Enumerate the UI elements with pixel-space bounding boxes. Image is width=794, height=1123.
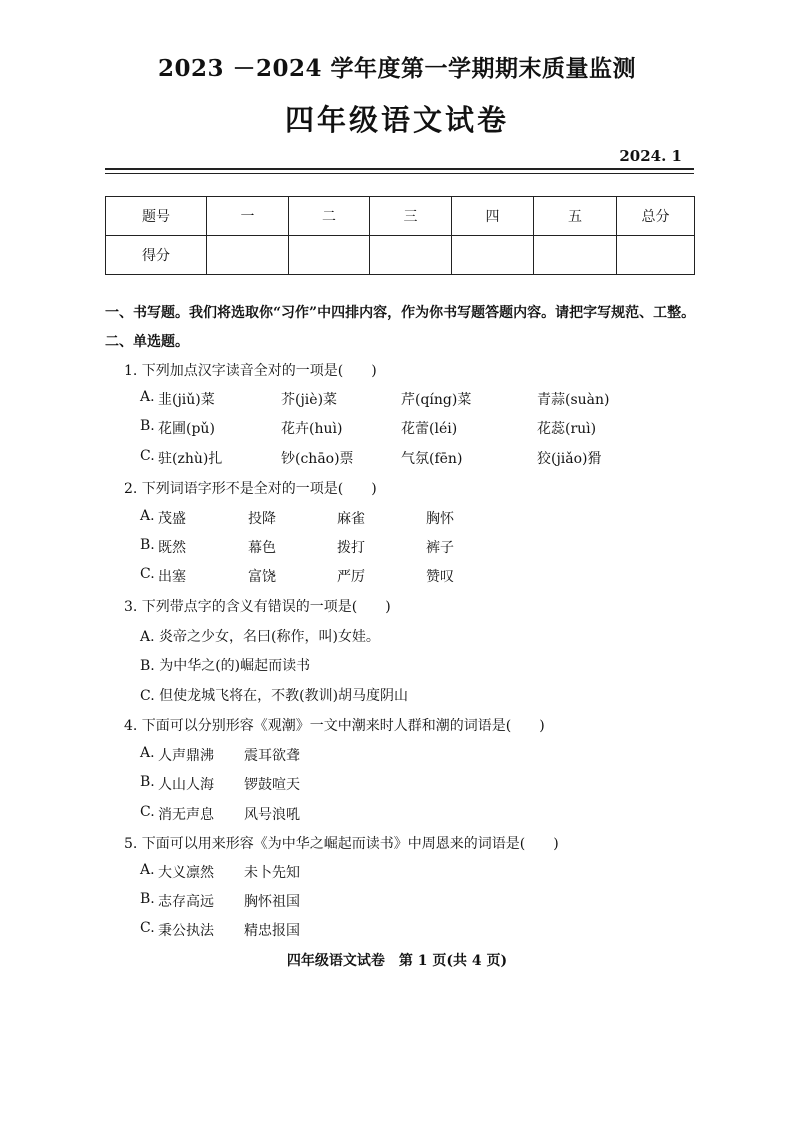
question-1-stem: 1. 下列加点汉字读音全对的一项是( ) xyxy=(124,363,377,379)
option-item: 花蕾(léi) xyxy=(401,421,458,437)
option-label: C. xyxy=(140,448,155,464)
option-label: A. xyxy=(140,389,155,405)
option-item: 震耳欲聋 xyxy=(244,748,300,764)
option-item: 风号浪吼 xyxy=(244,807,300,823)
option-item: 芥(jiè)菜 xyxy=(281,392,338,408)
score-table xyxy=(105,196,695,275)
option-item: 青蒜(suàn) xyxy=(537,392,610,408)
section-2-heading: 二、单选题。 xyxy=(105,334,189,350)
option-label: B. xyxy=(140,418,155,434)
question-5-stem: 5. 下面可以用来形容《为中华之崛起而读书》中周恩来的词语是( ) xyxy=(124,836,559,852)
option-item: A. 炎帝之少女，名曰(称作，叫)女娃。 xyxy=(140,629,380,645)
option-item: 人声鼎沸 xyxy=(158,748,214,764)
option-item: 投降 xyxy=(248,511,276,527)
page-footer: 四年级语文试卷 第 1 页(共 4 页) xyxy=(286,953,508,969)
option-item: 狡(jiǎo)猾 xyxy=(537,451,602,467)
option-label: C. xyxy=(140,804,155,820)
option-item: 花蕊(ruì) xyxy=(537,421,597,437)
option-item: 韭(jiǔ)菜 xyxy=(158,392,215,408)
option-item: 消无声息 xyxy=(158,807,214,823)
option-item: 赞叹 xyxy=(426,569,454,585)
score-input-cell[interactable] xyxy=(617,236,695,275)
question-3-stem: 3. 下列带点字的含义有错误的一项是( ) xyxy=(124,599,391,615)
option-item: 出塞 xyxy=(158,569,186,585)
option-label: A. xyxy=(140,745,155,761)
table-cell: 二 xyxy=(289,197,370,236)
score-input-cell[interactable] xyxy=(370,236,452,275)
score-input-cell[interactable] xyxy=(289,236,370,275)
header-rule-thin xyxy=(105,173,694,174)
option-item: 未卜先知 xyxy=(244,865,300,881)
table-cell: 三 xyxy=(370,197,452,236)
option-item: 志存高远 xyxy=(158,894,214,910)
option-item: 芹(qíng)菜 xyxy=(401,392,472,408)
option-label: C. xyxy=(140,920,155,936)
option-item: 花卉(huì) xyxy=(281,421,343,437)
option-item: 花圃(pǔ) xyxy=(158,421,215,437)
section-1-heading: 一、书写题。我们将选取你“习作”中四排内容，作为你书写题答题内容。请把字写规范、工整。 xyxy=(105,305,696,321)
option-item: 气氛(fēn) xyxy=(401,451,463,467)
option-item: 胸怀 xyxy=(426,511,454,527)
score-input-cell[interactable] xyxy=(534,236,617,275)
option-item: 大义凛然 xyxy=(158,865,214,881)
option-item: 茂盛 xyxy=(158,511,186,527)
option-item: 精忠报国 xyxy=(244,923,300,939)
table-cell: 四 xyxy=(452,197,534,236)
option-item: 严厉 xyxy=(337,569,365,585)
table-cell: 得分 xyxy=(106,236,207,275)
header-rule-thick xyxy=(105,168,694,170)
option-item: 钞(chāo)票 xyxy=(281,451,354,467)
score-table-header-row xyxy=(106,197,695,236)
option-item: 秉公执法 xyxy=(158,923,214,939)
option-item: C. 但使龙城飞将在，不教(教训)胡马度阴山 xyxy=(140,688,409,704)
score-table-score-row xyxy=(106,236,695,275)
question-2-stem: 2. 下列词语字形不是全对的一项是( ) xyxy=(124,481,377,497)
option-item: 驻(zhù)扎 xyxy=(158,451,223,467)
option-item: 既然 xyxy=(158,540,186,556)
exam-date: 2024. 1 xyxy=(619,147,682,165)
option-item: 麻雀 xyxy=(337,511,365,527)
table-cell: 五 xyxy=(534,197,617,236)
option-item: 裤子 xyxy=(426,540,454,556)
question-4-stem: 4. 下面可以分别形容《观潮》一文中潮来时人群和潮的词语是( ) xyxy=(124,718,545,734)
option-item: 拨打 xyxy=(337,540,365,556)
option-label: B. xyxy=(140,891,155,907)
option-item: 胸怀祖国 xyxy=(244,894,300,910)
exam-title: 2023 －2024 学年度第一学期期末质量监测 xyxy=(157,55,637,82)
option-label: A. xyxy=(140,508,155,524)
option-label: A. xyxy=(140,862,155,878)
table-cell: 一 xyxy=(207,197,289,236)
option-label: B. xyxy=(140,537,155,553)
option-item: 幕色 xyxy=(248,540,276,556)
option-label: C. xyxy=(140,566,155,582)
score-input-cell[interactable] xyxy=(207,236,289,275)
option-item: 锣鼓喧天 xyxy=(244,777,300,793)
exam-subtitle: 四年级语文试卷 xyxy=(284,103,509,137)
score-input-cell[interactable] xyxy=(452,236,534,275)
option-label: B. xyxy=(140,774,155,790)
table-cell: 总分 xyxy=(617,197,695,236)
table-cell: 题号 xyxy=(106,197,207,236)
option-item: 富饶 xyxy=(248,569,276,585)
option-item: 人山人海 xyxy=(158,777,214,793)
option-item: B. 为中华之(的)崛起而读书 xyxy=(140,658,311,674)
